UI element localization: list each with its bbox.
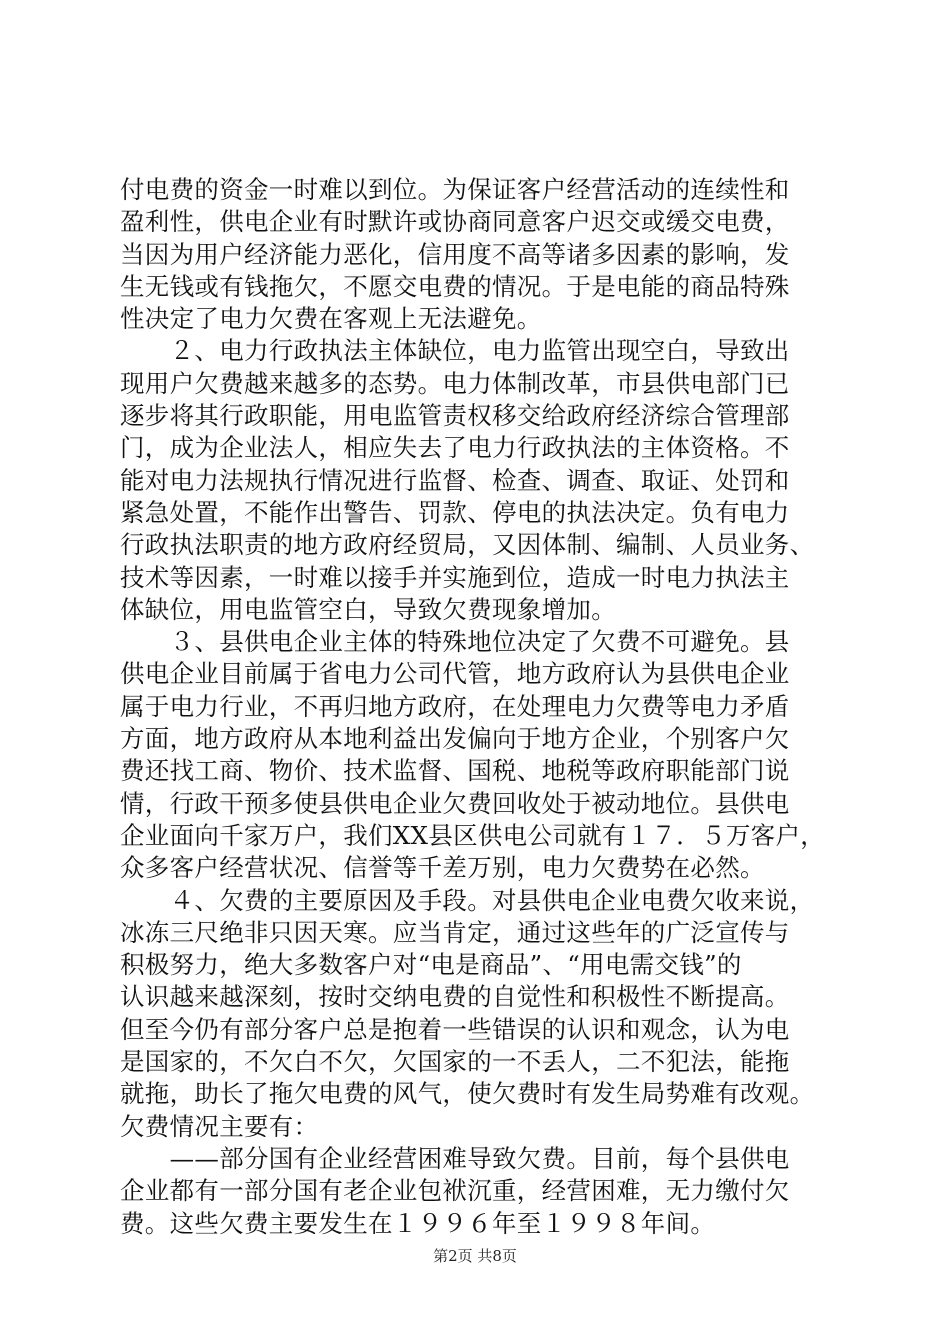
text-line: ２、电力行政执法主体缺位，电力监管出现空白，导致出 [120, 336, 790, 366]
text-line: 企业都有一部分国有老企业包袱沉重，经营困难，无力缴付欠 [120, 1176, 790, 1206]
text-line: ——部分国有企业经营困难导致欠费。目前，每个县供电 [120, 1143, 790, 1173]
text-line: 付电费的资金一时难以到位。为保证客户经营活动的连续性和 [120, 175, 790, 204]
text-line: 冰冻三尺绝非只因天寒。应当肯定，通过这些年的广泛宣传与 [120, 917, 790, 947]
text-line: 企业面向千家万户，我们XX县区供电公司就有１７．５万客户， [120, 820, 826, 850]
text-line: 就拖，助长了拖欠电费的风气，使欠费时有发生局势难有改观。 [120, 1079, 815, 1109]
text-line: ３、县供电企业主体的特殊地位决定了欠费不可避免。县 [120, 627, 790, 657]
text-line: 性决定了电力欠费在客观上无法避免。 [120, 304, 542, 334]
text-line: 认识越来越深刻，按时交纳电费的自觉性和积极性不断提高。 [120, 982, 790, 1012]
text-line: 属于电力行业，不再归地方政府，在处理电力欠费等电力矛盾 [120, 691, 790, 721]
text-line: 欠费情况主要有： [120, 1111, 319, 1141]
page-number: 第2页 [433, 1247, 473, 1265]
text-line: 积极努力，绝大多数客户对“电是商品”、“用电需交钱”的 [120, 950, 742, 980]
text-line: 情，行政干预多使县供电企业欠费回收处于被动地位。县供电 [120, 788, 790, 818]
text-line: 行政执法职责的地方政府经贸局，又因体制、编制、人员业务、 [120, 530, 815, 560]
text-line: 生无钱或有钱拖欠，不愿交电费的情况。于是电能的商品特殊 [120, 271, 790, 301]
text-line: 供电企业目前属于省电力公司代管，地方政府认为县供电企业 [120, 659, 790, 689]
text-line: 是国家的，不欠白不欠，欠国家的一不丢人，二不犯法，能拖 [120, 1047, 790, 1077]
text-line: 能对电力法规执行情况进行监督、检查、调查、取证、处罚和 [120, 465, 790, 495]
page-total: 共8页 [477, 1247, 517, 1265]
text-line: 但至今仍有部分客户总是抱着一些错误的认识和观念，认为电 [120, 1014, 790, 1044]
text-line: 众多客户经营状况、信誉等千差万别，电力欠费势在必然。 [120, 853, 765, 883]
text-line: 紧急处置，不能作出警告、罚款、停电的执法决定。负有电力 [120, 497, 790, 527]
text-line: 费还找工商、物价、技术监督、国税、地税等政府职能部门说 [120, 756, 790, 786]
text-line: 费。这些欠费主要发生在１９９６年至１９９８年间。 [120, 1208, 716, 1238]
text-line: 盈利性，供电企业有时默许或协商同意客户迟交或缓交电费， [120, 207, 790, 237]
text-line: 当因为用户经济能力恶化，信用度不高等诸多因素的影响，发 [120, 239, 790, 269]
page-footer [0, 1246, 950, 1266]
document-body [120, 174, 836, 1240]
text-line: 体缺位，用电监管空白，导致欠费现象增加。 [120, 594, 616, 624]
text-line: ４、欠费的主要原因及手段。对县供电企业电费欠收来说， [120, 885, 815, 915]
text-line: 方面，地方政府从本地利益出发偏向于地方企业，个别客户欠 [120, 724, 790, 754]
text-line: 门，成为企业法人，相应失去了电力行政执法的主体资格。不 [120, 433, 790, 463]
text-line: 技术等因素，一时难以接手并实施到位，造成一时电力执法主 [120, 562, 790, 592]
text-line: 逐步将其行政职能，用电监管责权移交给政府经济综合管理部 [120, 401, 790, 431]
text-line: 现用户欠费越来越多的态势。电力体制改革，市县供电部门已 [120, 368, 790, 398]
